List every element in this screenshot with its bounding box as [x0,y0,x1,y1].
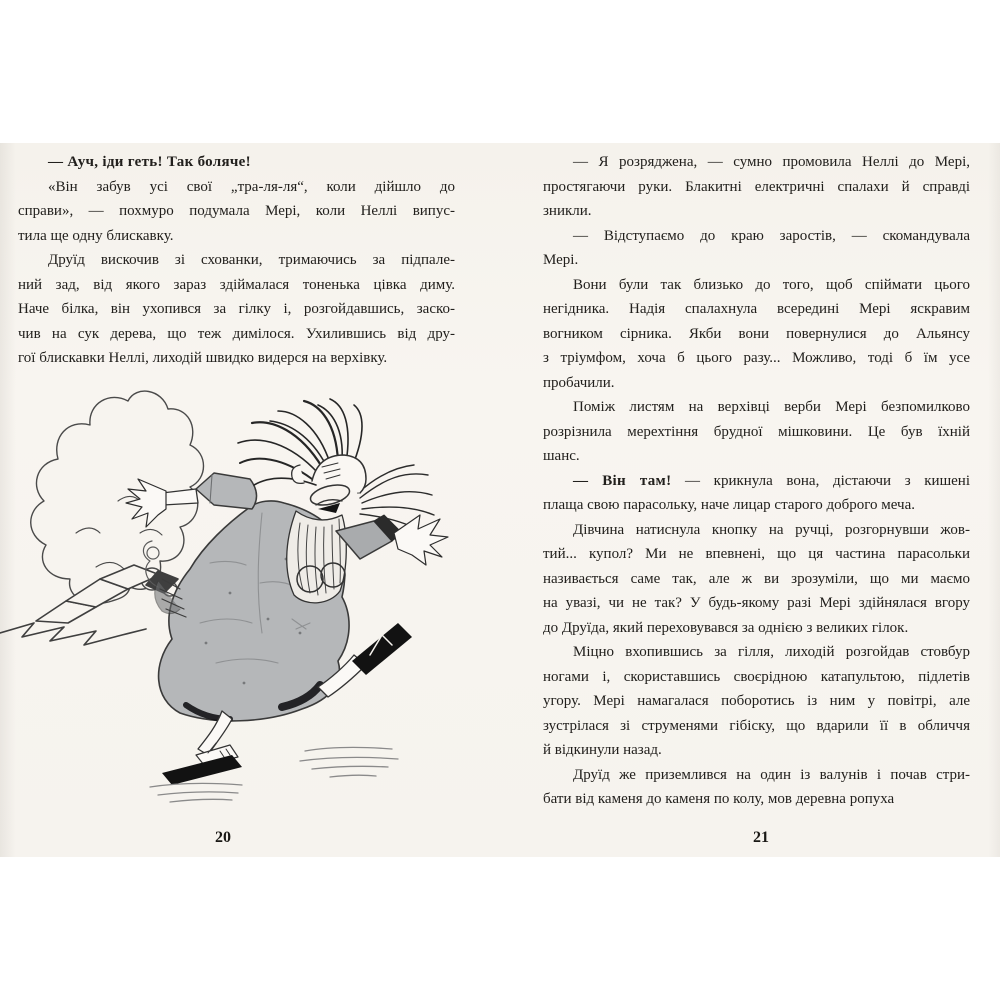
text-line [543,175,970,200]
text-run: — Я розряджена, — сумно промовила Неллі до Мері, [573,154,970,170]
beard [287,511,347,603]
text-line [543,542,970,567]
text-line [543,395,970,420]
text-run: зникли. [543,203,592,219]
text-run: з тріумфом, хоча б цього разу... Можливо, тоді б їм усе [543,350,970,366]
druid-right-arm [336,515,448,565]
text-run: справи», — похмуро подумала Мері, коли Неллі випус- [18,203,455,219]
paragraph [543,763,970,812]
text-line [543,763,970,788]
paragraph [543,224,970,273]
nose [308,481,351,508]
text-line [543,444,970,469]
text-line [543,297,970,322]
text-run: — крикнула вона, дістаючи з кишені [671,472,970,489]
text-run: плаща свою парасольку, наче лицар старого доброго меча. [543,497,916,513]
paragraph [543,273,970,396]
text-run: Міцно вхопившись за гілля, лиходій розгойдав стовбур [573,644,970,660]
text-line [543,150,970,175]
bold-text: — Він там! [573,472,672,489]
text-run: угору. Мері намагалася поборотись із ним у повітрі, але [543,693,970,709]
text-run: ний зад, від якого зараз здіймалася тоненька цівка диму. [18,276,455,293]
text-line [543,469,970,494]
paragraph [18,248,455,371]
text-run: й відкинули назад. [543,742,662,758]
ear [292,465,304,483]
text-run: розрізнила мерехтіння брудної мішковини. Це був їхній [543,423,970,440]
text-line [18,322,455,347]
text-run: ногами і, скориставшись своєрідною катапультою, підлетів [543,668,970,685]
text-line [543,591,970,616]
text-line [543,738,970,763]
text-run: шанс. [543,448,580,464]
text-line [543,567,970,592]
text-run: тий... купол? Ми не впевнені, що ця частина парасольки [543,546,970,562]
page-number-right: 21 [753,829,769,846]
text-line [543,714,970,739]
text-line [18,199,455,224]
bold-text: — Ауч, іди геть! Так боляче! [48,154,251,170]
text-run: Вони були так близько до того, щоб спіймати цього [573,276,970,293]
text-run: вогником сірника. Якби вони повернулися до Альянсу [543,325,970,342]
text-run: на увазі, чи не так? У будь-якому разі Мері здійнялася вгору [543,595,970,611]
text-run: Поміж листям на верхівці верби Мері безпомилково [573,399,970,415]
text-line [18,248,455,273]
text-line [543,273,970,298]
text-line [543,616,970,641]
text-run: бати від каменя до каменя по колу, мов деревна ропуха [543,791,895,807]
text-run: «Він забув усі свої „тра-ля-ля“, коли дійшло до [48,178,455,195]
paragraph [543,640,970,763]
text-line [18,273,455,298]
text-line [543,518,970,543]
text-line [543,224,970,249]
text-run: тила ще одну блискавку. [18,227,174,244]
paragraph [543,469,970,518]
text-line [543,787,970,812]
text-line [543,371,970,396]
book-spread [0,143,1000,857]
page-number-left: 20 [215,829,231,846]
text-run: називається саме так, але ж ви зрозуміли, що ми маємо [543,570,970,587]
text-run: пробачили. [543,374,615,391]
paragraph [18,150,455,175]
text-run: зустрілася зі струменями гібіску, що вдарили її в обличчя [543,717,970,734]
paragraph [543,395,970,469]
page-left [0,143,500,857]
text-line [543,199,970,224]
text-line [543,689,970,714]
text-line [543,665,970,690]
text-run: Мері. [543,252,579,268]
text-run: простягаючи руки. Блакитні електричні спалахи й справді [543,178,970,195]
text-run: Друїд же приземлився на один із валунів і почав стри- [573,766,970,783]
text-run: до Друїда, який переховувався за однією з великих гілок. [543,619,909,636]
text-run: Друїд вискочив зі схованки, тримаючись за підпале- [48,252,455,268]
text-line [543,322,970,347]
text-line [18,150,455,175]
paragraph [543,518,970,641]
flip-flop-sandal [352,623,412,675]
text-run: Дівчина натиснула кнопку на ручці, розгорнувши жов- [573,521,970,538]
text-line [543,346,970,371]
text-run: — Відступаємо до краю заростів, — скомандувала [573,227,970,244]
text-line [18,224,455,249]
paragraph [18,175,455,249]
text-run: негідника. Надія спалахнула всередині Мері яскравим [543,301,970,317]
text-line [18,175,455,200]
paragraph [543,150,970,224]
text-line [18,297,455,322]
text-run: гої блискавки Неллі, лиходій швидко видерся на верхівку. [18,350,388,366]
standing-leg [162,711,242,785]
text-run: Наче білка, він ухопився за гілку і, розгойдавшись, заско- [18,301,455,317]
text-line [543,640,970,665]
text-line [543,493,970,518]
text-run: чив на сук дерева, що теж димілося. Ухилившись від дру- [18,325,455,342]
text-line [18,346,455,371]
text-line [543,248,970,273]
druid-illustration [0,383,500,833]
text-line [543,420,970,445]
page-right-text [543,150,970,812]
page-left-text [18,150,455,371]
page-right [500,143,1000,857]
